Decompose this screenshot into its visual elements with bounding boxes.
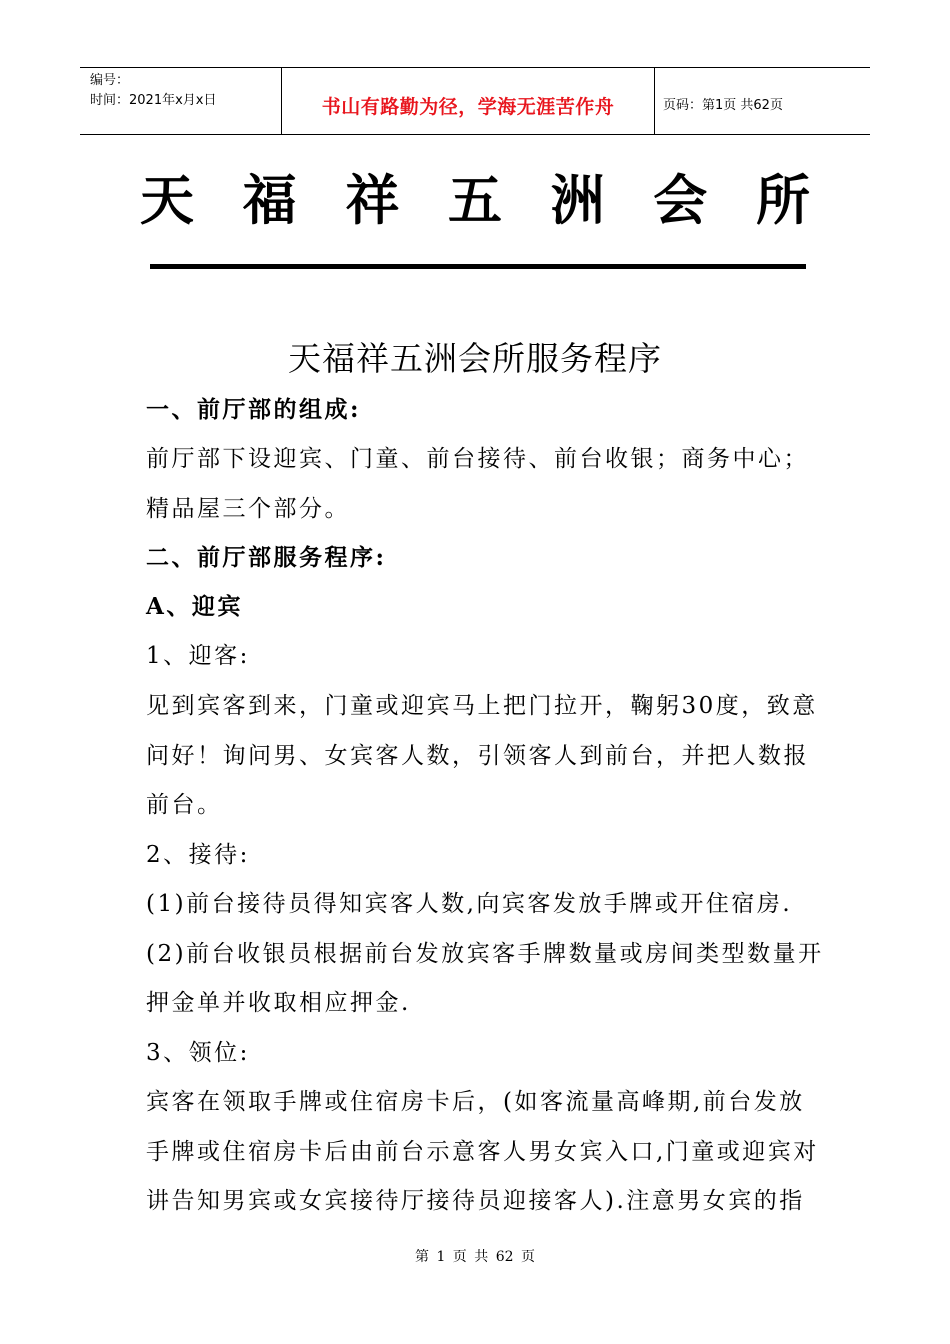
org-title-char: 所 [755, 169, 810, 232]
subsection-heading: A、迎宾 [146, 593, 243, 620]
org-title-char: 会 [653, 169, 708, 232]
date-label: 时间：2021年x月x日 [90, 93, 217, 108]
page-footer: 第 1 页 共 62 页 [415, 1249, 535, 1265]
section-heading: 二、前厅部服务程序: [146, 544, 387, 571]
body-line: 押金单并收取相应押金. [146, 990, 411, 1016]
org-title-char: 五 [447, 169, 502, 232]
title-underline-rule [150, 264, 806, 269]
item-heading: 3、领位: [146, 1040, 250, 1066]
item-heading: 1、迎客: [146, 643, 250, 669]
body-line: 见到宾客到来，门童或迎宾马上把门拉开，鞠躬30度，致意 [146, 693, 818, 719]
body-line: 精品屋三个部分。 [146, 496, 350, 522]
body-line: 手牌或住宿房卡后由前台示意客人男女宾入口,门童或迎宾对 [146, 1139, 819, 1165]
org-title-char: 祥 [345, 169, 400, 232]
org-title-char: 天 [140, 169, 194, 232]
header-meta [90, 71, 216, 111]
header-motto: 书山有路勤为径，学海无涯苦作舟 [321, 96, 615, 118]
document-title: 天福祥五洲会所服务程序 [288, 339, 662, 378]
header-page-number: 页码：第1页 共62页 [663, 98, 783, 113]
item-heading: 2、接待: [146, 842, 250, 868]
document-header [80, 67, 870, 135]
org-title-char: 福 [242, 169, 297, 232]
body-line: 讲告知男宾或女宾接待厅接待员迎接客人).注意男女宾的指 [146, 1188, 805, 1214]
body-line: 前厅部下设迎宾、门童、前台接待、前台收银；商务中心； [146, 446, 809, 472]
organization-title [140, 168, 810, 234]
body-line: (2)前台收银员根据前台发放宾客手牌数量或房间类型数量开 [146, 941, 824, 967]
body-line: 问好！询问男、女宾客人数，引领客人到前台，并把人数报 [146, 743, 809, 769]
body-line: 前台。 [146, 792, 223, 818]
number-label: 编号： [90, 73, 130, 88]
org-title-char: 洲 [550, 169, 605, 232]
section-heading: 一、前厅部的组成: [146, 396, 361, 423]
body-line: 宾客在领取手牌或住宿房卡后，(如客流量高峰期,前台发放 [146, 1089, 805, 1115]
header-divider [654, 68, 655, 134]
body-line: (1)前台接待员得知宾客人数,向宾客发放手牌或开住宿房. [146, 891, 793, 917]
